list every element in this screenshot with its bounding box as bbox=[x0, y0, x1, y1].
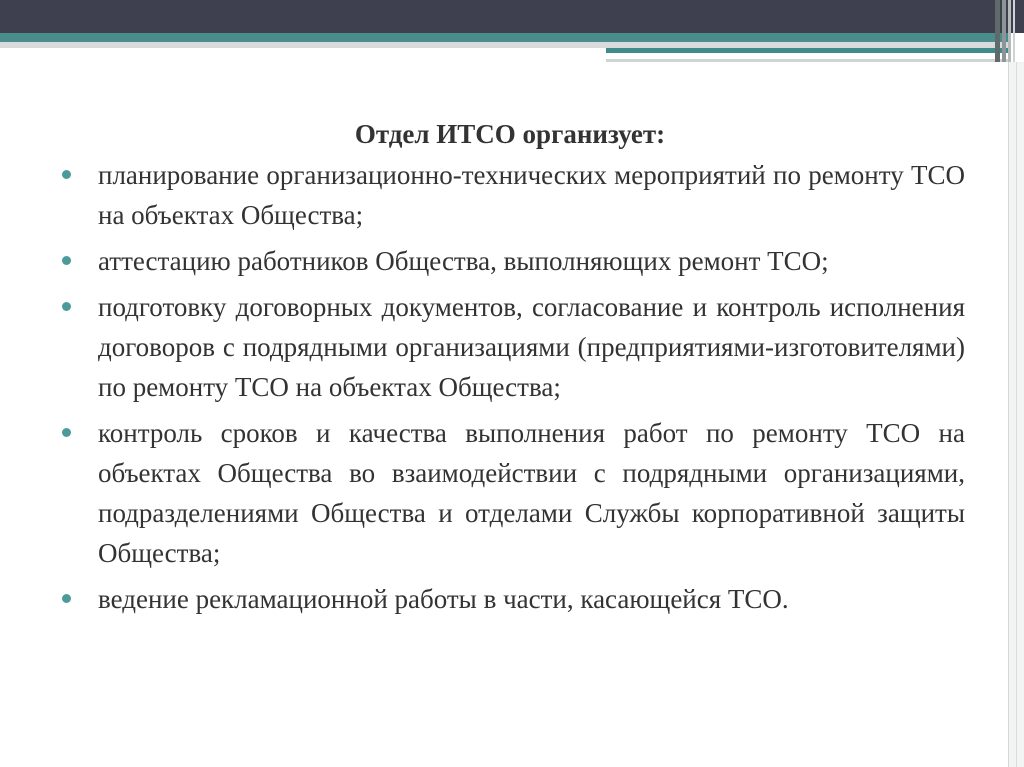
list-item bbox=[55, 241, 965, 281]
header-band bbox=[0, 0, 1024, 33]
list-item bbox=[55, 155, 965, 235]
list-item bbox=[55, 413, 965, 573]
list-item-text: контроль сроков и качества выполнения работ по ремонту ТСО на объектах Общества во взаимодействии с подрядными организациями, подразделениями Общества и отделами Службы корпоративной защиты Общества; bbox=[98, 418, 965, 568]
list-item bbox=[55, 287, 965, 407]
list-item-text: аттестацию работников Общества, выполняющих ремонт ТСО; bbox=[98, 246, 829, 276]
bullet-list bbox=[55, 155, 965, 619]
list-item-text: планирование организационно-технических мероприятий по ремонту ТСО на объектах Общества; bbox=[98, 160, 965, 230]
slide-content bbox=[55, 114, 965, 625]
bullet-icon bbox=[62, 256, 71, 265]
decor-pillar bbox=[1013, 0, 1015, 62]
bullet-icon bbox=[62, 170, 71, 179]
bullet-icon bbox=[62, 594, 71, 603]
header-accent-line bbox=[606, 59, 1010, 62]
header-accent-strip bbox=[0, 33, 1010, 42]
page-edge-line bbox=[1016, 62, 1017, 767]
bullet-icon bbox=[62, 428, 71, 437]
decor-pillar bbox=[1008, 0, 1011, 62]
list-item bbox=[55, 579, 965, 619]
header-accent-bar bbox=[606, 48, 1010, 53]
decor-pillar bbox=[1002, 0, 1006, 62]
list-item-text: подготовку договорных документов, согласование и контроль исполнения договоров с подрядными организациями (предприятиями-изготовителями) по ремонту ТСО на объектах Общества; bbox=[98, 292, 965, 402]
bullet-icon bbox=[62, 302, 71, 311]
slide-title: Отдел ИТСО организует: bbox=[354, 119, 666, 149]
decor-pillar bbox=[995, 0, 1000, 62]
list-item-text: ведение рекламационной работы в части, касающейся ТСО. bbox=[98, 584, 789, 614]
